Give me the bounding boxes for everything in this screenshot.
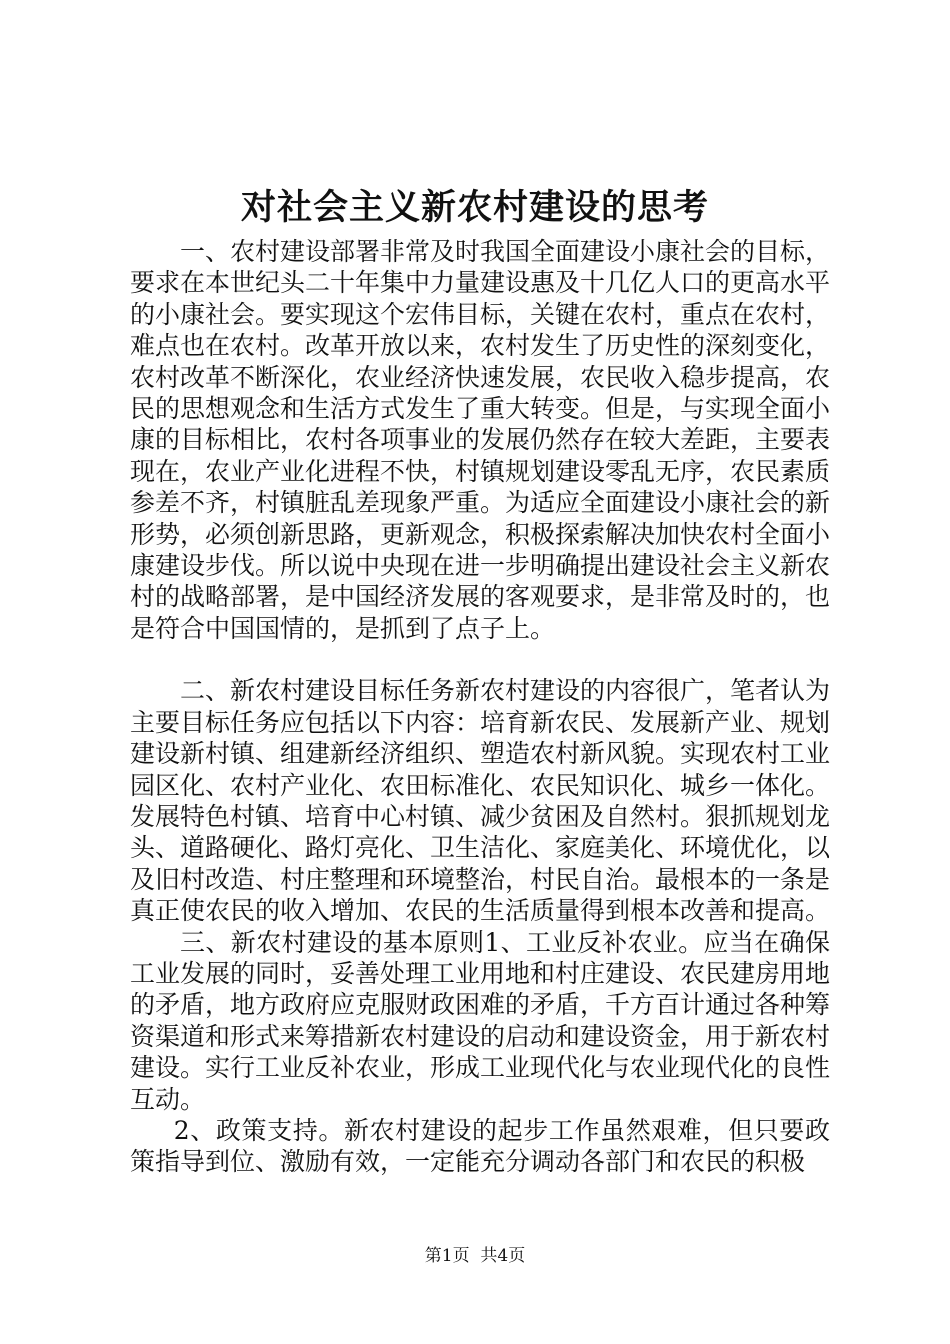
paragraph-2: 二、新农村建设目标任务新农村建设的内容很广，笔者认为主要目标任务应包括以下内容：培育新农民、发展新产业、规划建设新村镇、组建新经济组织、塑造农村新风貌。实现农村工业园区化、农村产业化、农田标准化、农民知识化、城乡一体化。发展特色村镇、培育中心村镇、减少贫困及自然村。狠抓规划龙头、道路硬化、路灯亮化、卫生洁化、家庭美化、环境优化，以及旧村改造、村庄整理和环境整治，村民自治。最根本的一条是真正使农民的收入增加、农民的生活质量得到根本改善和提高。 — [130, 676, 831, 926]
page-footer — [0, 1244, 950, 1268]
page-total: 共4页 — [480, 1246, 526, 1266]
footer-spacer — [470, 1246, 481, 1266]
document-body — [130, 236, 830, 1178]
page-number: 第1页 — [424, 1246, 470, 1266]
document-title: 对社会主义新农村建设的思考 — [240, 187, 709, 228]
paragraph-3: 三、新农村建设的基本原则1、工业反补农业。应当在确保工业发展的同时，妥善处理工业用地和村庄建设、农民建房用地的矛盾，地方政府应克服财政困难的矛盾，千方百计通过各种筹资渠道和形式来筹措新农村建设的启动和建设资金，用于新农村建设。实行工业反补农业，形成工业现代化与农业现代化的良性互动。 — [130, 927, 831, 1114]
paragraph-4: 2、政策支持。新农村建设的起步工作虽然艰难，但只要政策指导到位、激励有效，一定能充分调动各部门和农民的积极 — [130, 1115, 830, 1177]
paragraph-1: 一、农村建设部署非常及时我国全面建设小康社会的目标，要求在本世纪头二十年集中力量建设惠及十几亿人口的更高水平的小康社会。要实现这个宏伟目标，关键在农村，重点在农村，难点也在农村。改革开放以来，农村发生了历史性的深刻变化，农村改革不断深化，农业经济快速发展，农民收入稳步提高，农民的思想观念和生活方式发生了重大转变。但是，与实现全面小康的目标相比，农村各项事业的发展仍然存在较大差距，主要表现在，农业产业化进程不快，村镇规划建设零乱无序，农民素质参差不齐，村镇脏乱差现象严重。为适应全面建设小康社会的新形势，必须创新思路，更新观念，积极探索解决加快农村全面小康建设步伐。所以说中央现在进一步明确提出建设社会主义新农村的战略部署，是中国经济发展的客观要求，是非常及时的，也是符合中国国情的，是抓到了点子上。 — [130, 237, 831, 643]
